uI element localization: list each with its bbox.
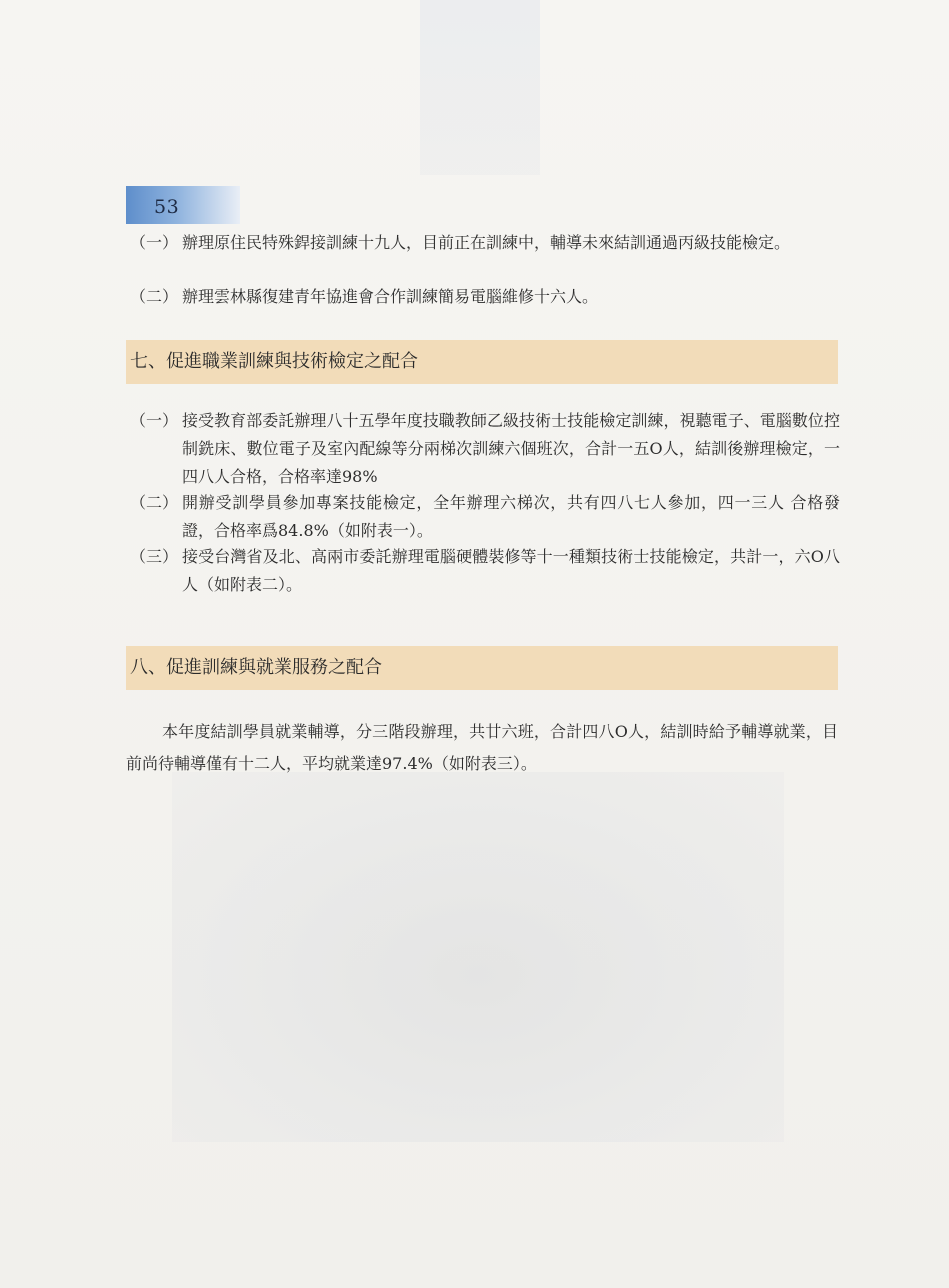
list-text: 接受台灣省及北、高兩市委託辦理電腦硬體裝修等十一種類技術士技能檢定，共計一，六O八人（如附表二）。 bbox=[182, 547, 840, 594]
body-paragraph: 本年度結訓學員就業輔導，分三階段辦理，共廿六班，合計四八O人，結訓時給予輔導就業，目前尚待輔導僅有十二人，平均就業達97.4%（如附表三）。 bbox=[126, 722, 838, 773]
section-title: 八、促進訓練與就業服務之配合 bbox=[130, 657, 382, 678]
list-item bbox=[130, 543, 840, 599]
list-text: 辦理雲林縣復建青年協進會合作訓練簡易電腦維修十六人。 bbox=[182, 287, 599, 306]
list-item bbox=[130, 283, 840, 311]
section-title: 七、促進職業訓練與技術檢定之配合 bbox=[130, 351, 418, 372]
list-text: 開辦受訓學員參加專案技能檢定，全年辦理六梯次，共有四八七人參加，四一三人 合格發證，合格率爲84.8%（如附表一）。 bbox=[182, 493, 840, 540]
list-text: 接受教育部委託辦理八十五學年度技職教師乙級技術士技能檢定訓練，視聽電子、電腦數位控制銑床、數位電子及室內配線等分兩梯次訓練六個班次，合計一五O人，結訓後辦理檢定，一四八人合格，合格率達98% bbox=[182, 411, 840, 486]
list-marker: （二） bbox=[130, 287, 179, 306]
list-marker: （二） bbox=[130, 493, 179, 512]
list-item bbox=[130, 229, 840, 285]
list-marker: （一） bbox=[130, 411, 179, 430]
background-band bbox=[420, 0, 540, 175]
background-photo bbox=[172, 772, 784, 1142]
list-item bbox=[130, 407, 840, 491]
list-marker: （一） bbox=[130, 233, 179, 252]
list-text: 辦理原住民特殊銲接訓練十九人，目前正在訓練中，輔導未來結訓通過丙級技能檢定。 bbox=[182, 233, 791, 252]
list-item bbox=[130, 489, 840, 545]
page-number: 53 bbox=[154, 196, 180, 218]
page-number-block bbox=[126, 186, 240, 224]
list-marker: （三） bbox=[130, 547, 179, 566]
